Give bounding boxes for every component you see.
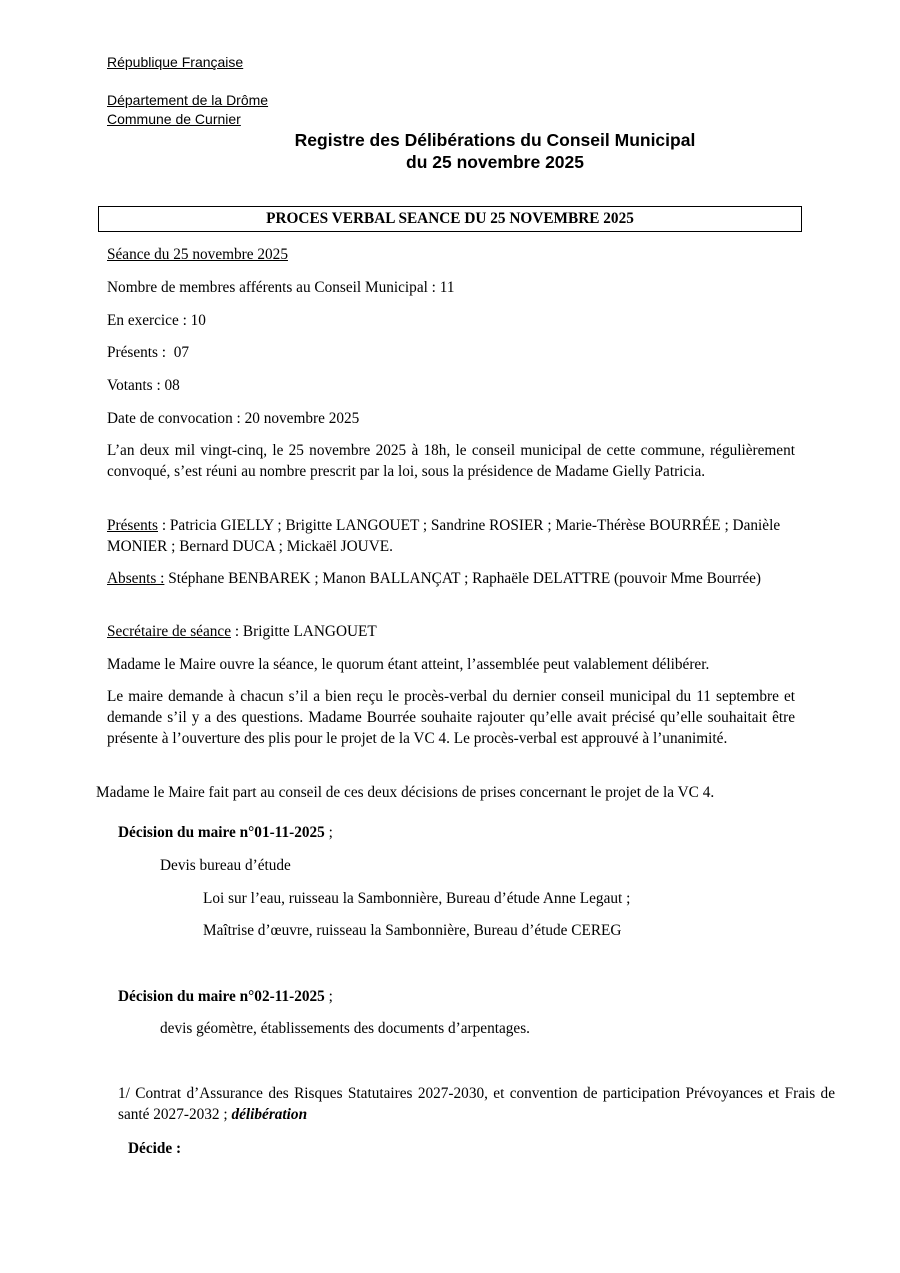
seance-heading: Séance du 25 novembre 2025 [107,246,288,263]
absents-paragraph [107,568,795,589]
secretaire-label: Secrétaire de séance [107,623,231,640]
point1-text: 1/ Contrat d’Assurance des Risques Statutaires 2027-2030, et convention de participation Prévoyances et Frais de santé 2027-2032 ; [118,1085,835,1123]
decision1-title: Décision du maire n°01-11-2025 [118,824,325,841]
header-commune: Commune de Curnier [107,111,241,127]
presents-paragraph [107,515,795,557]
secretaire-text: : Brigitte LANGOUET [231,623,377,640]
decision2-sub: devis géomètre, établissements des documents d’arpentages. [160,1020,530,1037]
absents-label: Absents : [107,570,165,587]
seance-votants: Votants : 08 [107,377,180,394]
decision2-title: Décision du maire n°02-11-2025 [118,988,325,1005]
decision1-sub: Devis bureau d’étude [160,857,291,874]
decision1-suffix: ; [324,824,333,841]
intro-paragraph: L’an deux mil vingt-cinq, le 25 novembre 2025 à 18h, le conseil municipal de cette commune, régulièrement convoqué, s’est réuni au nombre prescrit par la loi, sous la présidence de Madame Gielly Patricia. [107,442,795,480]
absents-text: Stéphane BENBAREK ; Manon BALLANÇAT ; Raphaële DELATTRE (pouvoir Mme Bourrée) [164,570,761,587]
decide-heading: Décide : [128,1140,182,1157]
seance-exercice: En exercice : 10 [107,312,206,329]
decisions-intro: Madame le Maire fait part au conseil de ces deux décisions de prises concernant le projet de la VC 4. [96,784,715,801]
secretaire-paragraph [107,621,377,642]
decision2-heading [118,986,333,1007]
decision1-heading [118,822,333,843]
point1-tag: délibération [231,1106,308,1123]
seance-presents-count: Présents : 07 [107,344,190,361]
header-departement: Département de la Drôme [107,92,269,108]
decision1-item2: Maîtrise d’œuvre, ruisseau la Sambonnière, Bureau d’étude CEREG [203,922,622,939]
point1-paragraph [118,1083,835,1125]
presents-label: Présents [107,517,158,534]
decision1-item1: Loi sur l’eau, ruisseau la Sambonnière, Bureau d’étude Anne Legaut ; [203,890,631,907]
page-title-line2: du 25 novembre 2025 [406,152,584,172]
ouverture-paragraph: Madame le Maire ouvre la séance, le quorum étant atteint, l’assemblée peut valablement délibérer. [107,656,710,673]
proces-verbal-box: PROCES VERBAL SEANCE DU 25 NOVEMBRE 2025 [98,206,802,232]
presents-text: : Patricia GIELLY ; Brigitte LANGOUET ; Sandrine ROSIER ; Marie-Thérèse BOURRÉE ; Danièle MONIER ; Bernard DUCA ; Mickaël JOUVE. [107,517,781,555]
page-title-line1: Registre des Délibérations du Conseil Municipal [294,130,696,150]
decision2-suffix: ; [324,988,333,1005]
header-republique: République Française [107,54,244,70]
seance-convocation: Date de convocation : 20 novembre 2025 [107,410,360,427]
pv-approval-paragraph: Le maire demande à chacun s’il a bien reçu le procès-verbal du dernier conseil municipal du 11 septembre et demande s’il y a des questions. Madame Bourrée souhaite rajouter qu’elle avait précisé qu’elle souhaitait être présente à l’ouverture des plis pour le projet de la VC 4. Le procès-verbal est approuvé à l’unanimité. [107,688,795,747]
seance-membres: Nombre de membres afférents au Conseil Municipal : 11 [107,279,455,296]
